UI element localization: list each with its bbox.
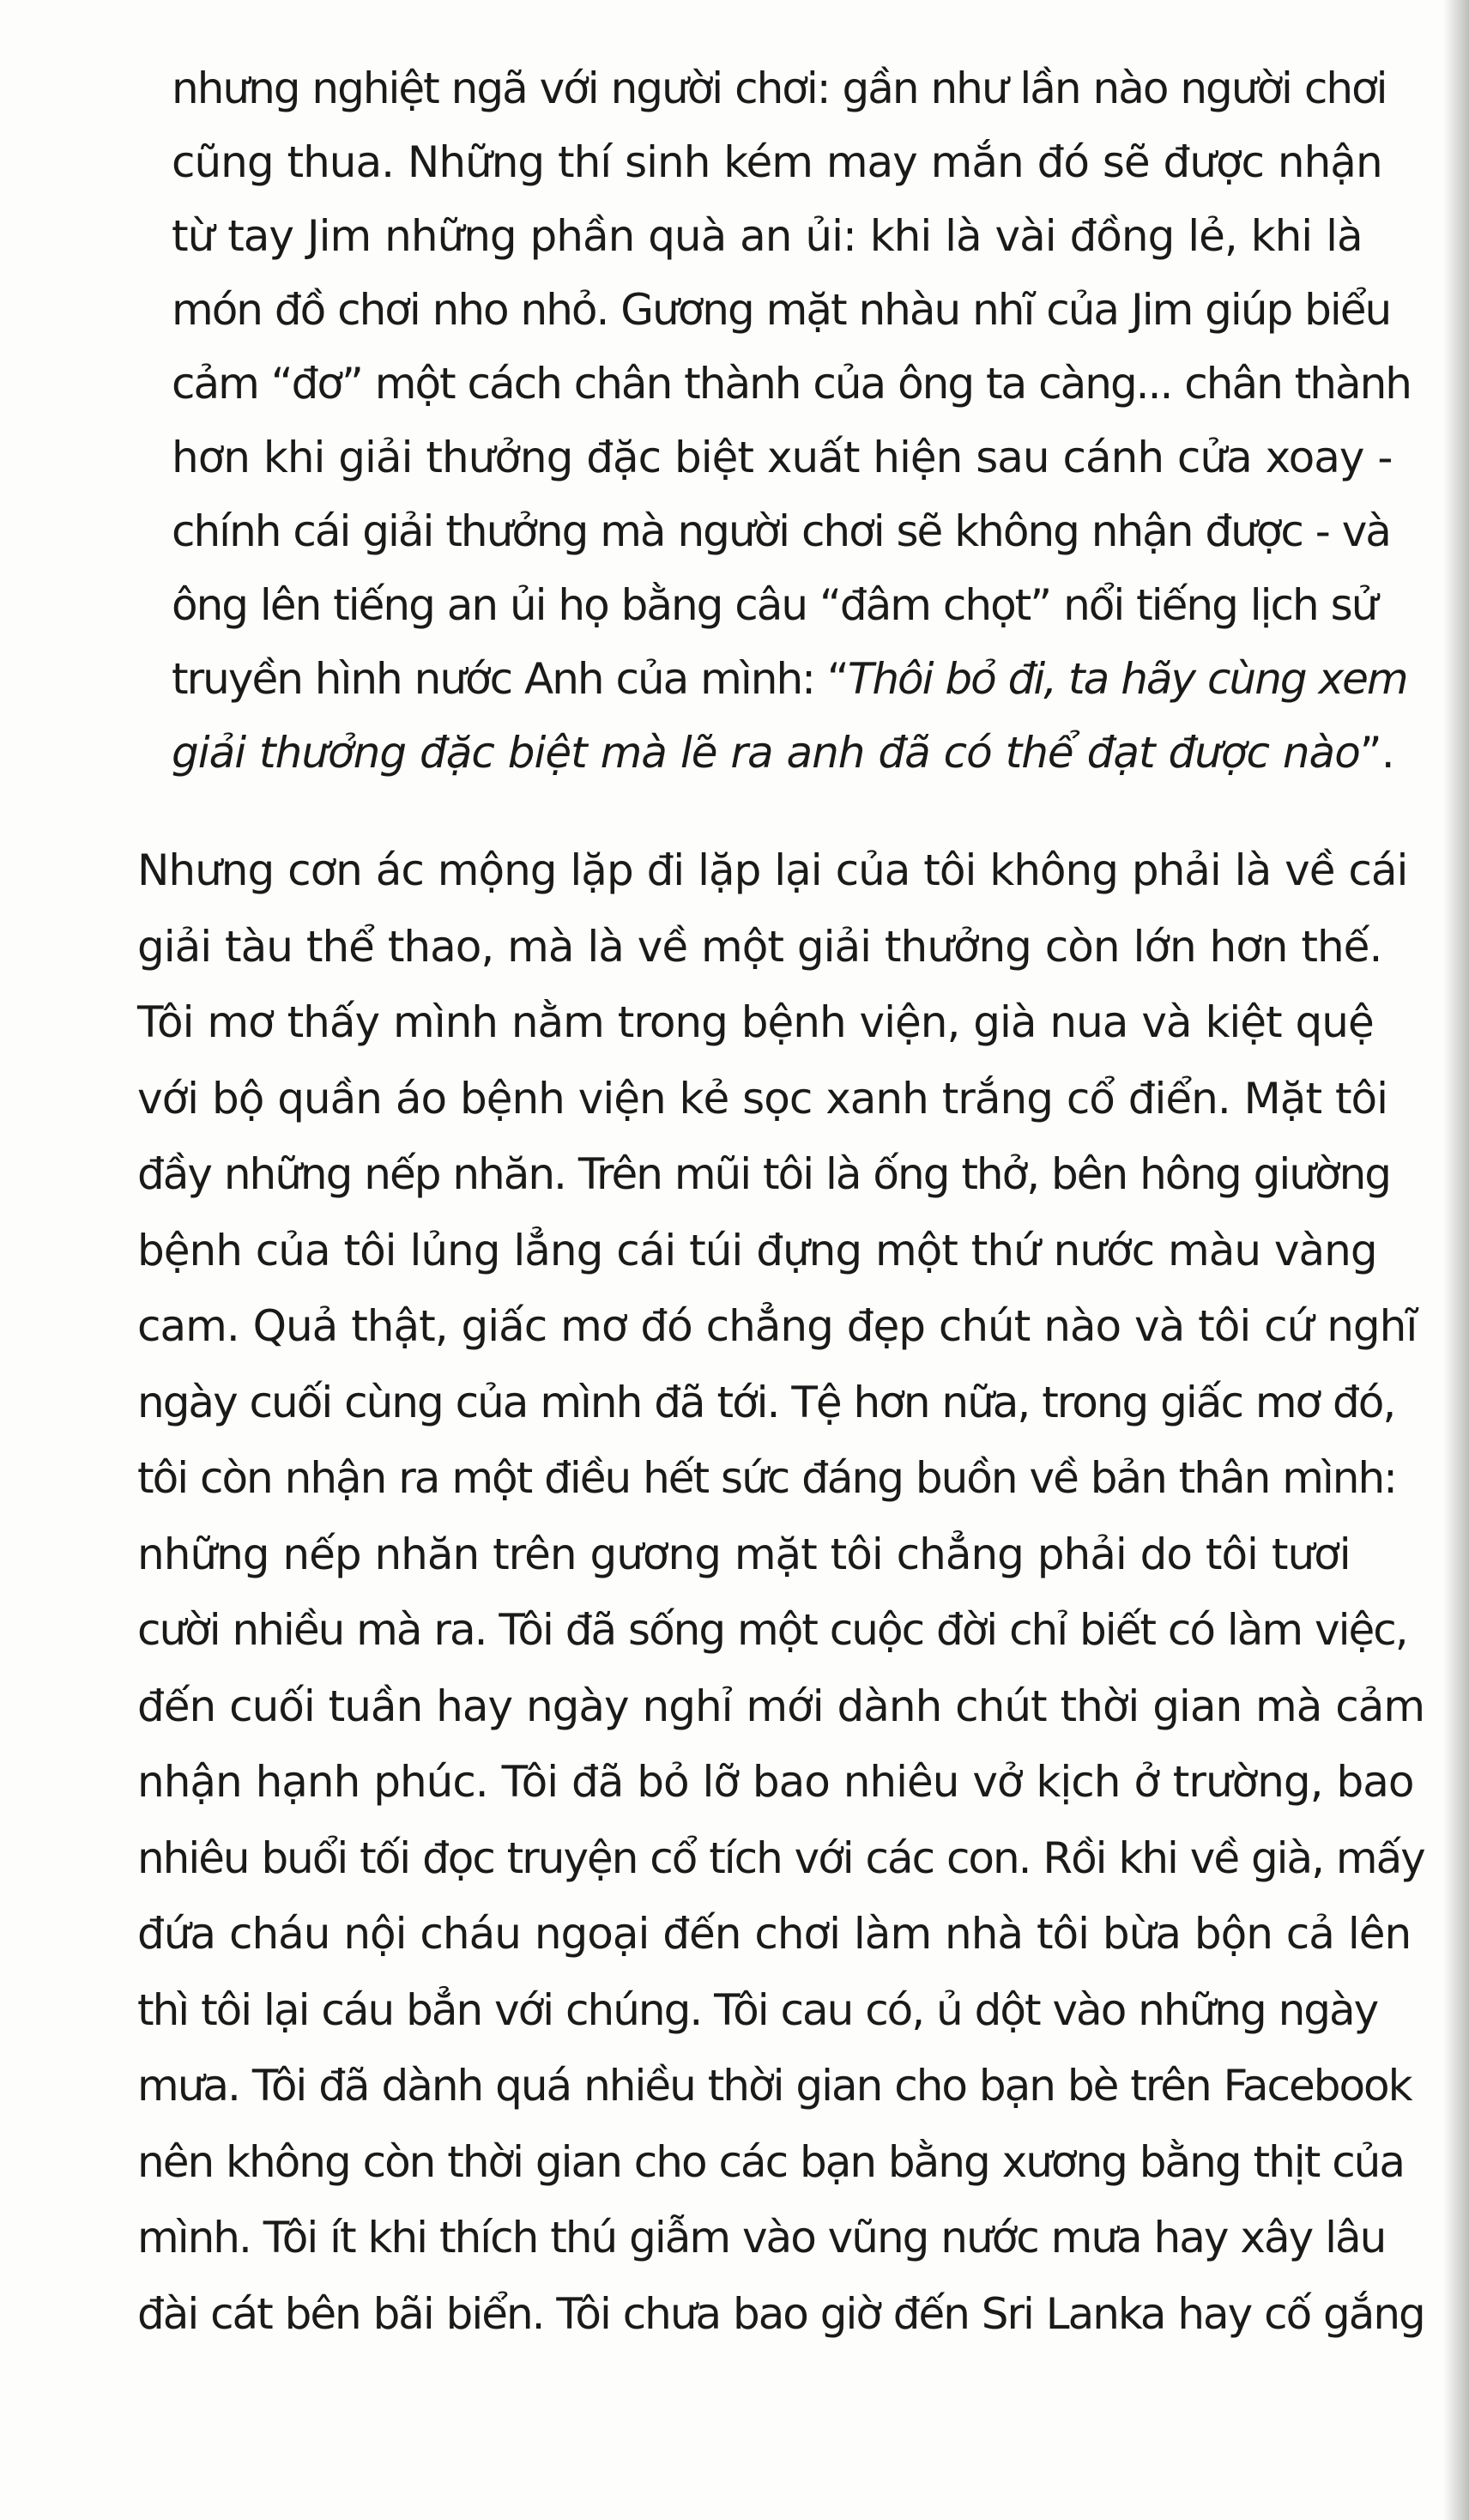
paragraph-1 bbox=[172, 51, 1424, 790]
quote-part-2: giải thưởng đặc biệt mà lẽ ra anh đã có thể đạt được nào bbox=[172, 728, 1360, 778]
paragraph-1-line-4: món đồ chơi nho nhỏ. Gương mặt nhàu nhĩ của Jim giúp biểu bbox=[172, 285, 1391, 335]
paragraph-1-line-1: nhưng nghiệt ngã với người chơi: gần như lần nào người chơi bbox=[172, 64, 1387, 113]
paragraph-1-line-8: ông lên tiếng an ủi họ bằng câu “đâm chọt” nổi tiếng lịch sử bbox=[172, 580, 1377, 630]
paragraph-1-line-9 bbox=[172, 642, 1424, 716]
quote-close: ”. bbox=[1359, 728, 1394, 778]
paragraph-2-line-7: cam. Quả thật, giấc mơ đó chẳng đẹp chút nào và tôi cứ nghĩ bbox=[137, 1301, 1418, 1351]
paragraph-2-line-2: giải tàu thể thao, mà là về một giải thưởng còn lớn hơn thế. bbox=[137, 921, 1382, 972]
paragraph-2-line-17: mưa. Tôi đã dành quá nhiều thời gian cho bạn bè trên Facebook bbox=[137, 2061, 1412, 2111]
paragraph-2-line-20: đài cát bên bãi biển. Tôi chưa bao giờ đến Sri Lanka hay cố gắng bbox=[137, 2288, 1424, 2339]
paragraph-1-line-5: cảm “đơ” một cách chân thành của ông ta càng... chân thành bbox=[172, 359, 1411, 409]
paragraph-2-line-13: nhận hạnh phúc. Tôi đã bỏ lỡ bao nhiêu vở kịch ở trường, bao bbox=[137, 1757, 1414, 1807]
line-9-lead: truyền hình nước Anh của mình: “ bbox=[172, 654, 848, 704]
paragraph-2-line-18: nên không còn thời gian cho các bạn bằng xương bằng thịt của bbox=[137, 2136, 1405, 2187]
paragraph-1-line-2: cũng thua. Những thí sinh kém may mắn đó sẽ được nhận bbox=[172, 137, 1382, 187]
paragraph-2-line-15: đứa cháu nội cháu ngoại đến chơi làm nhà tôi bừa bộn cả lên bbox=[137, 1909, 1412, 1959]
paragraph-2-line-6: bệnh của tôi lủng lẳng cái túi đựng một thứ nước màu vàng bbox=[137, 1225, 1377, 1275]
quote-part-1: Thôi bỏ đi, ta hãy cùng xem bbox=[847, 654, 1407, 704]
page-edge-shadow bbox=[1443, 0, 1469, 2520]
paragraph-2-line-12: đến cuối tuần hay ngày nghỉ mới dành chút thời gian mà cảm bbox=[137, 1681, 1425, 1731]
paragraph-1-line-10 bbox=[172, 716, 1424, 790]
paragraph-1-line-7: chính cái giải thưởng mà người chơi sẽ không nhận được - và bbox=[172, 506, 1390, 556]
paragraph-2 bbox=[137, 833, 1424, 2352]
paragraph-2-line-3: Tôi mơ thấy mình nằm trong bệnh viện, già nua và kiệt quệ bbox=[137, 997, 1374, 1047]
paragraph-2-line-4: với bộ quần áo bệnh viện kẻ sọc xanh trắng cổ điển. Mặt tôi bbox=[137, 1073, 1388, 1124]
paragraph-2-line-14: nhiêu buổi tối đọc truyện cổ tích với các con. Rồi khi về già, mấy bbox=[137, 1832, 1424, 1883]
paragraph-2-line-19: mình. Tôi ít khi thích thú giẫm vào vũng nước mưa hay xây lâu bbox=[137, 2213, 1386, 2263]
paragraph-2-line-11: cười nhiều mà ra. Tôi đã sống một cuộc đời chỉ biết có làm việc, bbox=[137, 1605, 1407, 1655]
paragraph-1-line-3: từ tay Jim những phần quà an ủi: khi là vài đồng lẻ, khi là bbox=[172, 211, 1363, 261]
paragraph-2-line-16: thì tôi lại cáu bẳn với chúng. Tôi cau có, ủ dột vào những ngày bbox=[137, 1984, 1378, 2035]
paragraph-2-line-1: Nhưng cơn ác mộng lặp đi lặp lại của tôi không phải là về cái bbox=[137, 845, 1408, 895]
paragraph-2-line-9: tôi còn nhận ra một điều hết sức đáng buồn về bản thân mình: bbox=[137, 1453, 1397, 1503]
paragraph-2-line-5: đầy những nếp nhăn. Trên mũi tôi là ống thở, bên hông giường bbox=[137, 1149, 1391, 1199]
paragraph-2-line-10: những nếp nhăn trên gương mặt tôi chẳng phải do tôi tươi bbox=[137, 1529, 1351, 1579]
paragraph-1-line-6: hơn khi giải thưởng đặc biệt xuất hiện sau cánh cửa xoay - bbox=[172, 433, 1393, 482]
paragraph-2-line-8: ngày cuối cùng của mình đã tới. Tệ hơn nữa, trong giấc mơ đó, bbox=[137, 1377, 1395, 1427]
